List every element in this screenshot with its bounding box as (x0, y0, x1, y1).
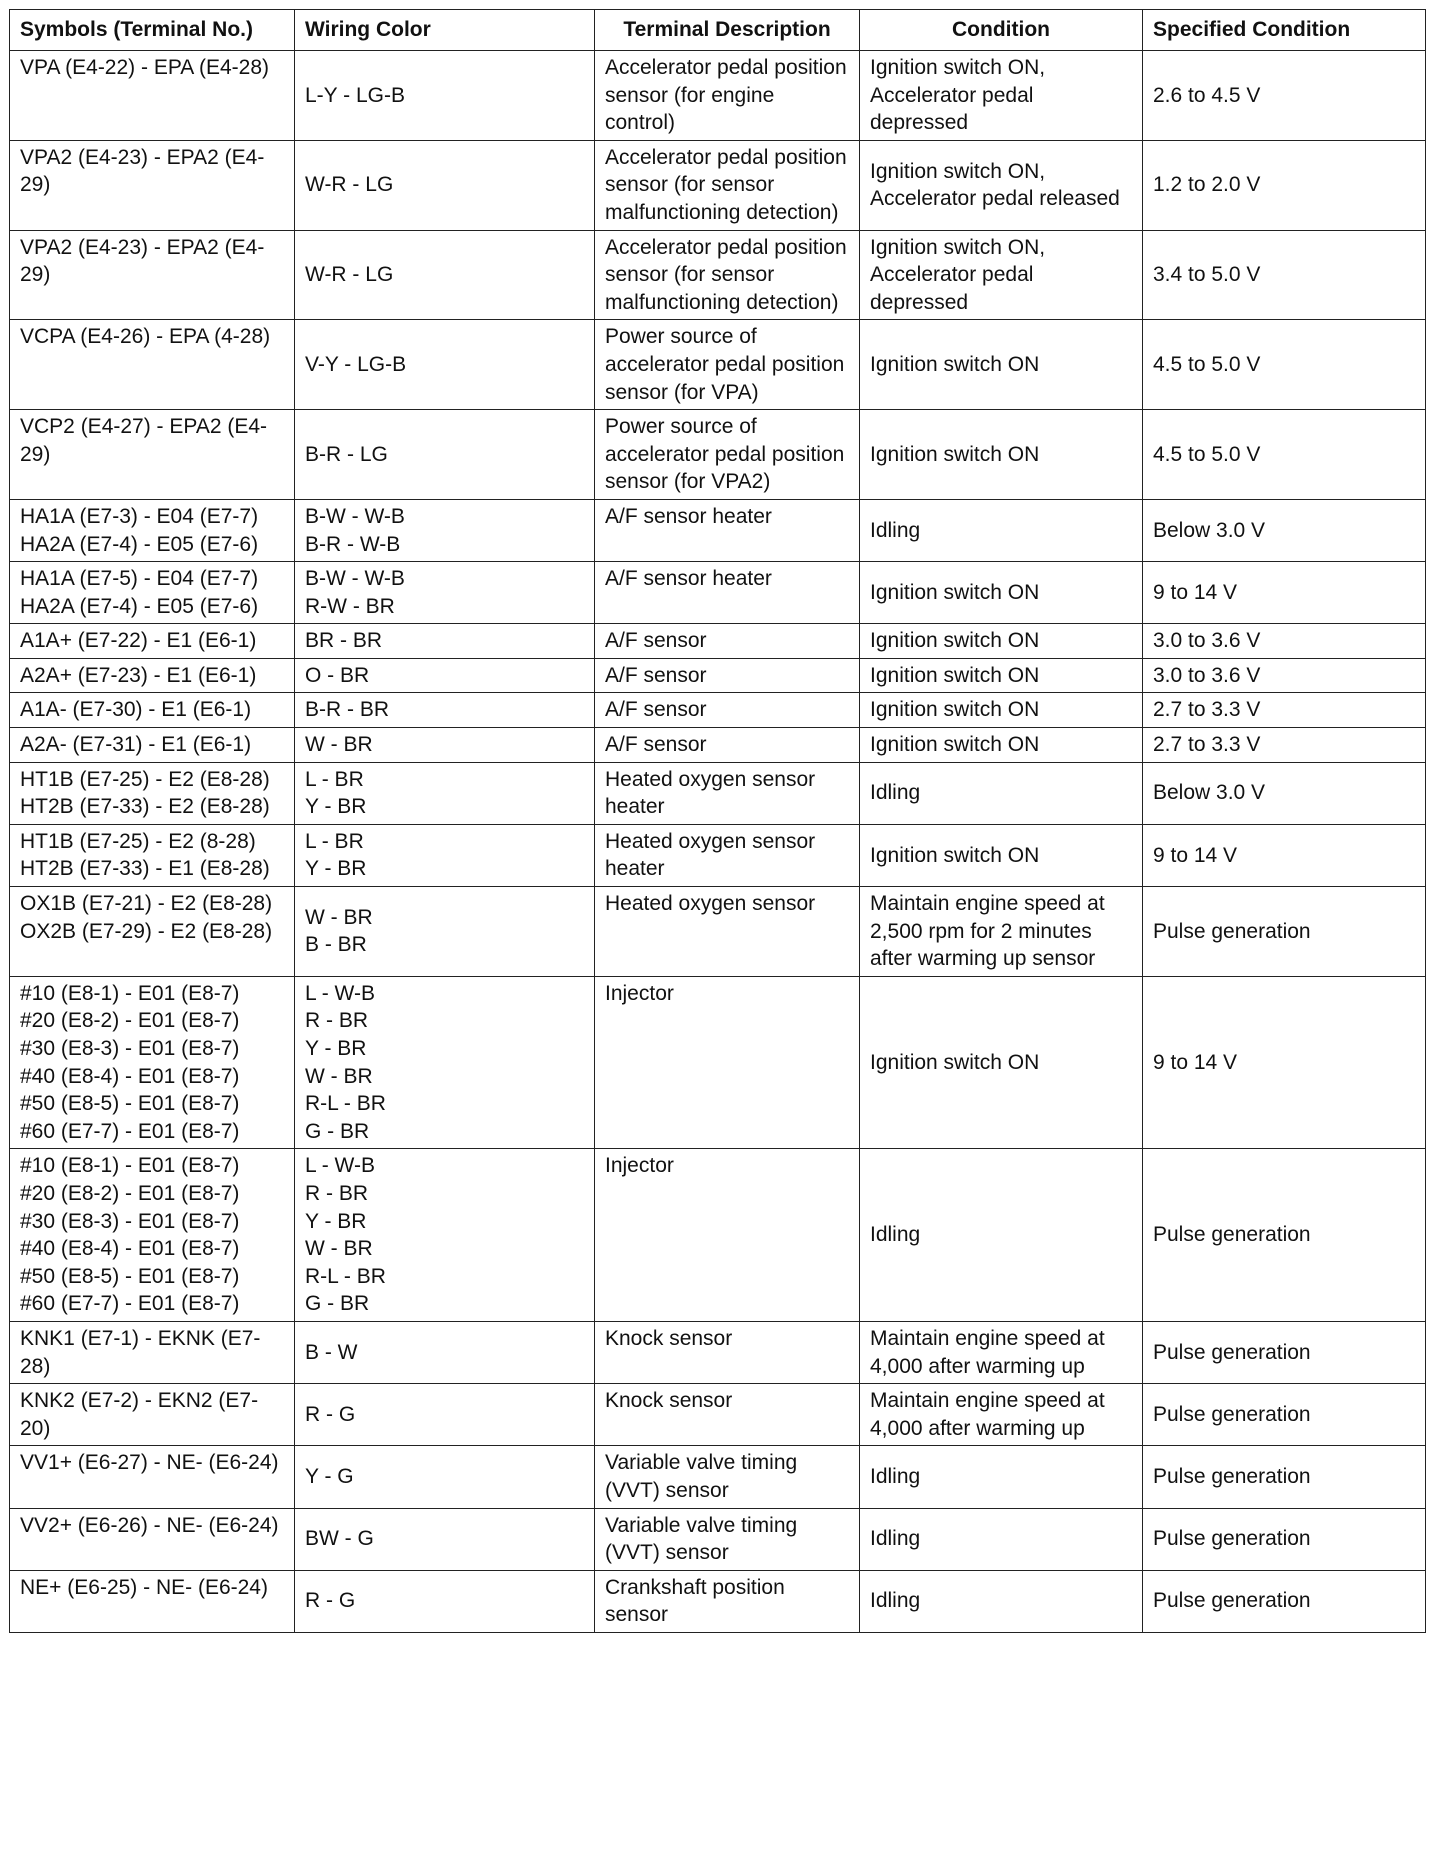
condition-cell: Ignition switch ON (860, 658, 1143, 693)
wiring-color-text: R-W - BR (305, 594, 395, 618)
terminal-description-cell: Accelerator pedal position sensor (for sensor malfunctioning detection) (595, 140, 860, 230)
terminal-description-cell: A/F sensor (595, 693, 860, 728)
wiring-color-text: B-W - W-B (305, 504, 405, 528)
condition-cell: Ignition switch ON (860, 824, 1143, 886)
wiring-color-cell (295, 230, 595, 320)
wiring-color-text: L - W-B (305, 1154, 376, 1178)
wiring-color-text: B-R - BR (305, 698, 389, 722)
wiring-color-cell (295, 1149, 595, 1322)
table-row (10, 824, 1426, 886)
specified-condition-cell: 2.7 to 3.3 V (1143, 693, 1426, 728)
wiring-color-text: Y - BR (305, 795, 367, 819)
table-row (10, 1149, 1426, 1322)
terminal-description-cell: A/F sensor heater (595, 499, 860, 561)
wiring-color-text: B-R - W-B (305, 532, 401, 556)
symbol-text: VCP2 (E4-27) - EPA2 (E4-29) (20, 415, 268, 466)
terminal-description-cell: Injector (595, 1149, 860, 1322)
header-symbols: Symbols (Terminal No.) (10, 10, 295, 51)
wiring-color-text: W - BR (305, 905, 373, 929)
symbols-cell (10, 1149, 295, 1322)
wiring-color-text: BR - BR (305, 629, 383, 653)
wiring-color-cell (295, 51, 595, 141)
wiring-color-text: B - W (305, 1340, 358, 1364)
wiring-color-text: W-R - LG (305, 173, 394, 197)
symbol-text: HA2A (E7-4) - E05 (E7-6) (20, 594, 259, 618)
wiring-color-text: W-R - LG (305, 263, 394, 287)
terminal-description-cell: Heated oxygen sensor heater (595, 762, 860, 824)
wiring-color-text: B - BR (305, 933, 367, 957)
specified-condition-cell: 2.6 to 4.5 V (1143, 51, 1426, 141)
condition-cell: Ignition switch ON (860, 624, 1143, 659)
wiring-color-text: R - G (305, 1589, 356, 1613)
table-row (10, 728, 1426, 763)
symbol-text: #60 (E7-7) - E01 (E8-7) (20, 1119, 240, 1143)
specified-condition-cell: Pulse generation (1143, 1570, 1426, 1632)
symbol-text: #30 (E8-3) - E01 (E8-7) (20, 1209, 240, 1233)
condition-cell: Ignition switch ON, Accelerator pedal depressed (860, 230, 1143, 320)
specified-condition-cell: 9 to 14 V (1143, 824, 1426, 886)
condition-cell: Maintain engine speed at 4,000 after warming up (860, 1384, 1143, 1446)
symbols-cell (10, 320, 295, 410)
condition-cell: Ignition switch ON, Accelerator pedal depressed (860, 51, 1143, 141)
symbol-text: HT1B (E7-25) - E2 (E8-28) (20, 767, 270, 791)
wiring-color-text: Y - BR (305, 1037, 367, 1060)
specified-condition-cell: Below 3.0 V (1143, 499, 1426, 561)
terminal-description-cell: Variable valve timing (VVT) sensor (595, 1446, 860, 1508)
specified-condition-cell: Pulse generation (1143, 1321, 1426, 1383)
symbols-cell (10, 762, 295, 824)
table-row (10, 140, 1426, 230)
symbol-text: #10 (E8-1) - E01 (E8-7) (20, 981, 240, 1005)
wiring-color-text: Y - BR (305, 857, 367, 881)
specified-condition-cell: 9 to 14 V (1143, 562, 1426, 624)
symbol-text: #20 (E8-2) - E01 (E8-7) (20, 1009, 240, 1033)
symbols-cell (10, 693, 295, 728)
symbols-cell (10, 1446, 295, 1508)
condition-cell: Ignition switch ON (860, 320, 1143, 410)
symbol-text: #40 (E8-4) - E01 (E8-7) (20, 1237, 240, 1261)
symbols-cell (10, 1384, 295, 1446)
table-row (10, 410, 1426, 500)
symbols-cell (10, 140, 295, 230)
condition-cell: Idling (860, 1570, 1143, 1632)
table-row (10, 51, 1426, 141)
wiring-color-text: R - BR (305, 1181, 368, 1205)
symbol-text: #20 (E8-2) - E01 (E8-7) (20, 1181, 240, 1205)
header-condition: Condition (860, 10, 1143, 51)
symbol-text: NE+ (E6-25) - NE- (E6-24) (20, 1575, 268, 1599)
symbol-text: #40 (E8-4) - E01 (E8-7) (20, 1064, 240, 1088)
condition-cell: Idling (860, 1508, 1143, 1570)
wiring-color-text: R-L - BR (305, 1092, 386, 1116)
symbol-text: A2A- (E7-31) - E1 (E6-1) (20, 733, 252, 757)
symbols-cell (10, 887, 295, 977)
wiring-color-text: Y - G (305, 1465, 354, 1489)
header-row (10, 10, 1426, 51)
wiring-color-cell (295, 728, 595, 763)
specified-condition-cell: 2.7 to 3.3 V (1143, 728, 1426, 763)
symbols-cell (10, 562, 295, 624)
symbol-text: A1A+ (E7-22) - E1 (E6-1) (20, 629, 257, 653)
wiring-color-cell (295, 693, 595, 728)
symbols-cell (10, 230, 295, 320)
wiring-color-cell (295, 1508, 595, 1570)
table-row (10, 1508, 1426, 1570)
wiring-color-text: B-R - LG (305, 442, 388, 466)
condition-cell: Idling (860, 1446, 1143, 1508)
specified-condition-cell: 1.2 to 2.0 V (1143, 140, 1426, 230)
wiring-color-cell (295, 410, 595, 500)
header-specified-condition: Specified Condition (1143, 10, 1426, 51)
symbols-cell (10, 824, 295, 886)
table-row (10, 1570, 1426, 1632)
symbol-text: A1A- (E7-30) - E1 (E6-1) (20, 698, 252, 722)
wiring-color-cell (295, 824, 595, 886)
symbol-text: #60 (E7-7) - E01 (E8-7) (20, 1292, 240, 1316)
symbol-text: VV2+ (E6-26) - NE- (E6-24) (20, 1513, 279, 1537)
symbols-cell (10, 624, 295, 659)
specified-condition-cell: Pulse generation (1143, 1508, 1426, 1570)
wiring-color-cell (295, 976, 595, 1149)
symbol-text: #50 (E8-5) - E01 (E8-7) (20, 1092, 240, 1116)
wiring-color-text: V-Y - LG-B (305, 352, 407, 376)
symbol-text: VV1+ (E6-27) - NE- (E6-24) (20, 1451, 279, 1475)
symbol-text: VPA2 (E4-23) - EPA2 (E4-29) (20, 145, 265, 197)
terminal-description-cell: Heated oxygen sensor heater (595, 824, 860, 886)
wiring-color-cell (295, 1321, 595, 1383)
symbols-cell (10, 976, 295, 1149)
terminal-description-cell: A/F sensor (595, 658, 860, 693)
wiring-color-cell (295, 887, 595, 977)
wiring-color-text: R - BR (305, 1009, 368, 1033)
terminal-description-cell: A/F sensor (595, 624, 860, 659)
wiring-color-text: O - BR (305, 663, 370, 687)
symbol-text: KNK1 (E7-1) - EKNK (E7-28) (20, 1326, 261, 1378)
specified-condition-cell: Pulse generation (1143, 887, 1426, 977)
terminal-description-cell: Power source of accelerator pedal position sensor (for VPA) (595, 320, 860, 410)
symbols-cell (10, 1321, 295, 1383)
symbols-cell (10, 658, 295, 693)
table-row (10, 499, 1426, 561)
wiring-color-text: BW - G (305, 1527, 374, 1551)
wiring-color-text: R - G (305, 1402, 356, 1426)
condition-cell: Ignition switch ON (860, 976, 1143, 1149)
specified-condition-cell: Pulse generation (1143, 1149, 1426, 1322)
specified-condition-cell: Below 3.0 V (1143, 762, 1426, 824)
wiring-color-cell (295, 499, 595, 561)
terminal-description-cell: Crankshaft position sensor (595, 1570, 860, 1632)
wiring-color-cell (295, 562, 595, 624)
specified-condition-cell: 9 to 14 V (1143, 976, 1426, 1149)
wiring-color-text: B-W - W-B (305, 567, 405, 591)
wiring-color-cell (295, 1570, 595, 1632)
terminal-description-cell: Accelerator pedal position sensor (for engine control) (595, 51, 860, 141)
terminal-description-cell: A/F sensor (595, 728, 860, 763)
table-row (10, 320, 1426, 410)
symbol-text: HA1A (E7-3) - E04 (E7-7) (20, 504, 259, 528)
symbol-text: HA1A (E7-5) - E04 (E7-7) (20, 567, 259, 591)
terminal-description-cell: Heated oxygen sensor (595, 887, 860, 977)
specified-condition-cell: 3.4 to 5.0 V (1143, 230, 1426, 320)
wiring-color-text: G - BR (305, 1119, 370, 1143)
table-row (10, 976, 1426, 1149)
wiring-color-text: W - BR (305, 1237, 373, 1261)
condition-cell: Ignition switch ON (860, 562, 1143, 624)
specified-condition-cell: 4.5 to 5.0 V (1143, 410, 1426, 500)
wiring-color-text: Y - BR (305, 1209, 367, 1233)
condition-cell: Maintain engine speed at 2,500 rpm for 2 minutes after warming up sensor (860, 887, 1143, 977)
symbols-cell (10, 1570, 295, 1632)
terminal-description-cell: Accelerator pedal position sensor (for sensor malfunctioning detection) (595, 230, 860, 320)
symbol-text: #10 (E8-1) - E01 (E8-7) (20, 1154, 240, 1178)
condition-cell: Ignition switch ON (860, 693, 1143, 728)
symbols-cell (10, 51, 295, 141)
condition-cell: Maintain engine speed at 4,000 after warming up (860, 1321, 1143, 1383)
table-row (10, 887, 1426, 977)
symbol-text: HT2B (E7-33) - E1 (E8-28) (20, 857, 270, 881)
specified-condition-cell: Pulse generation (1143, 1446, 1426, 1508)
wiring-color-text: L - W-B (305, 981, 376, 1005)
table-row (10, 762, 1426, 824)
condition-cell: Ignition switch ON (860, 410, 1143, 500)
terminal-description-cell: Knock sensor (595, 1321, 860, 1383)
wiring-color-cell (295, 1446, 595, 1508)
wiring-color-text: W - BR (305, 733, 373, 757)
header-terminal-description: Terminal Description (595, 10, 860, 51)
symbol-text: HT2B (E7-33) - E2 (E8-28) (20, 795, 270, 819)
terminal-description-cell: Power source of accelerator pedal position sensor (for VPA2) (595, 410, 860, 500)
condition-cell: Idling (860, 762, 1143, 824)
specified-condition-cell: Pulse generation (1143, 1384, 1426, 1446)
wiring-color-cell (295, 658, 595, 693)
wiring-color-cell (295, 1384, 595, 1446)
specified-condition-cell: 3.0 to 3.6 V (1143, 658, 1426, 693)
symbol-text: HT1B (E7-25) - E2 (8-28) (20, 829, 256, 853)
symbol-text: #50 (E8-5) - E01 (E8-7) (20, 1264, 240, 1288)
symbols-cell (10, 728, 295, 763)
header-wiring-color: Wiring Color (295, 10, 595, 51)
table-body (10, 51, 1426, 1633)
symbol-text: VPA (E4-22) - EPA (E4-28) (20, 56, 269, 79)
table-row (10, 230, 1426, 320)
wiring-color-cell (295, 624, 595, 659)
terminal-description-cell: A/F sensor heater (595, 562, 860, 624)
symbol-text: #30 (E8-3) - E01 (E8-7) (20, 1037, 240, 1060)
table-row (10, 1446, 1426, 1508)
wiring-color-text: L-Y - LG-B (305, 83, 405, 107)
condition-cell: Ignition switch ON, Accelerator pedal released (860, 140, 1143, 230)
wiring-color-text: W - BR (305, 1064, 373, 1088)
wiring-color-text: R-L - BR (305, 1264, 386, 1288)
wiring-color-text: L - BR (305, 829, 364, 853)
table-row (10, 658, 1426, 693)
symbol-text: A2A+ (E7-23) - E1 (E6-1) (20, 663, 257, 687)
wiring-color-cell (295, 140, 595, 230)
symbol-text: OX2B (E7-29) - E2 (E8-28) (20, 919, 273, 943)
table-row (10, 562, 1426, 624)
symbol-text: VCPA (E4-26) - EPA (4-28) (20, 325, 271, 349)
symbol-text: VPA2 (E4-23) - EPA2 (E4-29) (20, 235, 265, 287)
terminal-description-cell: Knock sensor (595, 1384, 860, 1446)
symbol-text: HA2A (E7-4) - E05 (E7-6) (20, 532, 259, 556)
symbols-cell (10, 499, 295, 561)
wiring-color-text: L - BR (305, 767, 364, 791)
terminal-description-cell: Injector (595, 976, 860, 1149)
specified-condition-cell: 4.5 to 5.0 V (1143, 320, 1426, 410)
symbol-text: OX1B (E7-21) - E2 (E8-28) (20, 892, 273, 916)
table-row (10, 1384, 1426, 1446)
table-row (10, 624, 1426, 659)
terminal-spec-table (9, 9, 1426, 1633)
symbols-cell (10, 410, 295, 500)
condition-cell: Idling (860, 499, 1143, 561)
table-row (10, 693, 1426, 728)
wiring-color-cell (295, 762, 595, 824)
symbol-text: KNK2 (E7-2) - EKN2 (E7-20) (20, 1389, 259, 1440)
wiring-color-text: G - BR (305, 1292, 370, 1316)
condition-cell: Idling (860, 1149, 1143, 1322)
terminal-description-cell: Variable valve timing (VVT) sensor (595, 1508, 860, 1570)
table-row (10, 1321, 1426, 1383)
condition-cell: Ignition switch ON (860, 728, 1143, 763)
specified-condition-cell: 3.0 to 3.6 V (1143, 624, 1426, 659)
symbols-cell (10, 1508, 295, 1570)
wiring-color-cell (295, 320, 595, 410)
